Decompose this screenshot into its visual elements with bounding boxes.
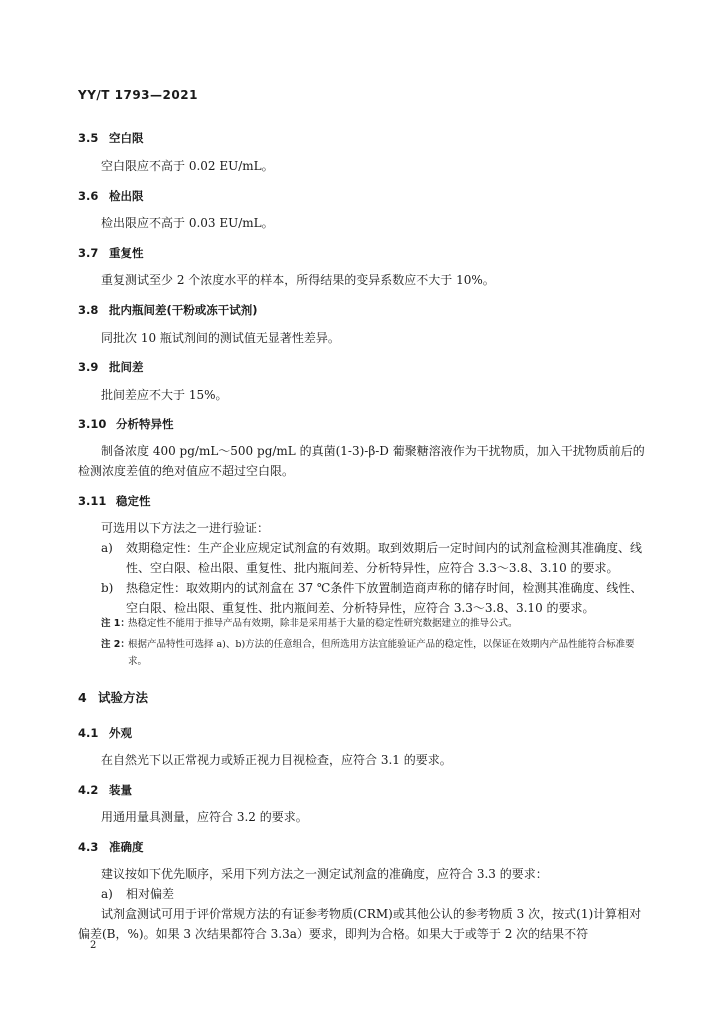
section-4-heading: [78, 688, 148, 706]
section-number: 4.3: [78, 840, 99, 854]
section-number: 4: [78, 690, 87, 705]
standard-code-header: YY/T 1793—2021: [78, 88, 198, 102]
section-3-9-heading: [78, 359, 144, 375]
section-number: 3.11: [78, 494, 107, 508]
note-2: [101, 636, 646, 670]
section-4-2-body: 用通用量具测量，应符合 3.2 的要求。: [101, 810, 308, 824]
section-title: 准确度: [109, 840, 144, 854]
section-title: 批间差: [109, 360, 144, 374]
section-title: 空白限: [109, 131, 144, 145]
list-item-text: 热稳定性：取效期内的试剂盒在 37 ℃条件下放置制造商声称的储存时间，检测其准确度、线性、空白限、检出限、重复性、批内瓶间差、分析特异性，应符合 3.3～3.8、3.10 的要求。: [126, 581, 643, 615]
note-1: [101, 615, 646, 632]
section-title: 分析特异性: [116, 417, 174, 431]
section-3-6-heading: [78, 188, 144, 204]
section-number: 4.1: [78, 726, 99, 740]
section-3-6-body: 检出限应不高于 0.03 EU/mL。: [101, 216, 274, 230]
list-item-a: [101, 538, 646, 578]
list-marker: b): [101, 581, 114, 595]
section-title: 装量: [109, 783, 132, 797]
section-4-3-intro: 建议按如下优先顺序，采用下列方法之一测定试剂盒的准确度，应符合 3.3 的要求：: [101, 867, 548, 881]
section-4-3-body: 试剂盒测试可用于评价常规方法的有证参考物质(CRM)或其他公认的参考物质 3 次，按式(1)计算相对偏差(B，%)。如果 3 次结果都符合 3.3a）要求，即判为合格。如果大于或等于 2 次的结果不符: [78, 907, 642, 941]
section-title: 外观: [109, 726, 132, 740]
list-item-text: 效期稳定性：生产企业应规定试剂盒的有效期。取到效期后一定时间内的试剂盒检测其准确度、线性、空白限、检出限、重复性、批内瓶间差、分析特异性，应符合 3.3～3.8、3.10 的要求。: [126, 541, 643, 575]
section-4-3-heading: [78, 839, 144, 855]
list-item-title: 相对偏差: [126, 887, 175, 901]
section-title: 稳定性: [116, 494, 151, 508]
section-4-1-heading: [78, 725, 132, 741]
section-4-1-body: 在自然光下以正常视力或矫正视力目视检查，应符合 3.1 的要求。: [101, 753, 452, 767]
section-title: 批内瓶间差(干粉或冻干试剂): [109, 303, 258, 317]
section-number: 3.5: [78, 131, 99, 145]
page-number: 2: [90, 940, 97, 951]
section-3-5-heading: [78, 130, 144, 146]
section-number: 4.2: [78, 783, 99, 797]
section-number: 3.6: [78, 189, 99, 203]
section-3-7-body: 重复测试至少 2 个浓度水平的样本，所得结果的变异系数应不大于 10%。: [101, 273, 495, 287]
section-3-11-intro: 可选用以下方法之一进行验证：: [101, 521, 270, 535]
note-text: 热稳定性不能用于推导产品有效期，除非是采用基于大量的稳定性研究数据建立的推导公式。: [128, 618, 518, 629]
section-3-10-heading: [78, 416, 174, 432]
section-number: 3.8: [78, 303, 99, 317]
note-label: 注 2：: [101, 639, 130, 650]
note-text: 根据产品特性可选择 a)、b)方法的任意组合，但所选用方法宜能验证产品的稳定性，以保证在效期内产品性能符合标准要求。: [128, 639, 635, 667]
section-3-9-body: 批间差应不大于 15%。: [101, 388, 228, 402]
section-3-8-body: 同批次 10 瓶试剂间的测试值无显著性差异。: [101, 331, 340, 345]
section-3-10-body: 制备浓度 400 pg/mL～500 pg/mL 的真菌(1-3)-β-D 葡聚糖溶液作为干扰物质，加入干扰物质前后的检测浓度差值的绝对值应不超过空白限。: [78, 444, 645, 478]
list-item-a: [101, 884, 646, 904]
section-number: 3.7: [78, 246, 99, 260]
section-3-7-heading: [78, 245, 144, 261]
section-number: 3.10: [78, 417, 107, 431]
section-3-5-body: 空白限应不高于 0.02 EU/mL。: [101, 159, 274, 173]
section-number: 3.9: [78, 360, 99, 374]
section-3-11-heading: [78, 493, 151, 509]
list-marker: a): [101, 541, 113, 555]
section-title: 试验方法: [98, 690, 149, 705]
section-title: 重复性: [109, 246, 144, 260]
section-3-8-heading: [78, 302, 258, 318]
section-title: 检出限: [109, 189, 144, 203]
note-label: 注 1：: [101, 618, 130, 629]
list-item-b: [101, 578, 646, 618]
list-marker: a): [101, 887, 113, 901]
section-4-2-heading: [78, 782, 132, 798]
